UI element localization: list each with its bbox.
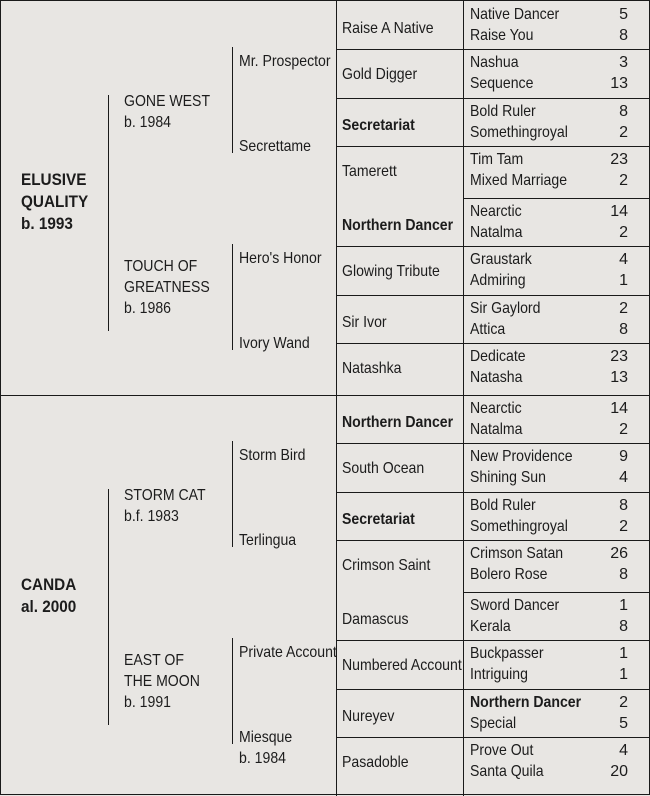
horse-1-sire-dam-dam-box-divider <box>463 146 650 147</box>
horse-1-dam-dam-sire-parent-2-num: 8 <box>619 320 628 338</box>
horse-1-sire-dam-name: Secrettame <box>239 137 311 155</box>
horse-1-dam-sire-sire-parent-2-name: Natalma <box>470 224 523 241</box>
horse-2-sire-sire-dam-parent-1-num: 9 <box>619 448 628 466</box>
horse-1-sire-dam-dam-divider <box>336 146 463 147</box>
horse-1-sire-name-line-1: b. 1984 <box>124 114 171 131</box>
horse-1-dam-dam-sire-parent-1-name: Sir Gaylord <box>470 299 541 317</box>
horse-2-dam-sire-dam-parent-1-num: 1 <box>619 645 628 663</box>
horse-2-bracket <box>108 489 109 725</box>
horse-divider <box>1 395 650 396</box>
horse-1-dam-sire-sire-name: Northern Dancer <box>342 217 454 234</box>
horse-2-dam-sire-name: Private Account <box>239 644 337 661</box>
horse-2-dam-sire-dam-parent-2-name: Intriguing <box>470 666 528 684</box>
horse-1-name-line-1: QUALITY <box>21 192 89 211</box>
horse-2-sire-dam-dam-parent-1-num: 26 <box>610 544 628 562</box>
horse-2-dam-sire-dam-box-divider <box>463 640 650 641</box>
horse-2-sire-sire-name: Storm Bird <box>239 447 306 464</box>
horse-2-dam-sire-sire-parent-2-name: Kerala <box>470 618 511 635</box>
horse-1-sire-dam-sire-box-divider <box>463 98 650 99</box>
horse-2-sire-sire-sire-parent-1-name: Nearctic <box>470 400 522 417</box>
horse-2-sire-sire-dam-divider <box>336 443 463 444</box>
horse-1-sire-dam-dam-name: Tamerett <box>342 162 397 180</box>
horse-1-dam-dam-dam-parent-1-name: Dedicate <box>470 347 526 365</box>
horse-2-sire-name-line-1: b.f. 1983 <box>124 508 179 525</box>
horse-2-dam-dam-dam-box-divider <box>463 737 650 738</box>
horse-1-dam-bracket <box>232 244 233 350</box>
horse-1-dam-sire-dam-parent-1-num: 4 <box>619 251 628 269</box>
horse-1-sire-bracket <box>232 47 233 153</box>
horse-1-dam-sire-sire-parent-2-num: 2 <box>619 224 628 241</box>
horse-1-sire-dam-dam-parent-1-num: 23 <box>610 150 628 168</box>
horse-2-dam-name-line-0: EAST OF <box>124 652 184 669</box>
horse-2-sire-sire-dam-parent-2-name: Shining Sun <box>470 469 546 487</box>
horse-2-name-line-0: CANDA <box>21 575 77 594</box>
horse-1-sire-dam-sire-parent-2-name: Somethingroyal <box>470 123 568 141</box>
horse-2-sire-sire-dam-box-divider <box>463 443 650 444</box>
horse-2-sire-name-line-0: STORM CAT <box>124 487 206 504</box>
horse-1-dam-sire-sire-parent-1-name: Nearctic <box>470 203 522 220</box>
horse-1-name-line-0: ELUSIVE <box>21 170 87 189</box>
horse-2-sire-sire-dam-parent-2-num: 4 <box>619 469 628 487</box>
horse-1-sire-dam-dam-parent-2-num: 2 <box>619 171 628 189</box>
horse-2-sire-dam-dam-name: Crimson Saint <box>342 556 431 574</box>
horse-2-dam-sire-sire-parent-1-num: 1 <box>619 597 628 614</box>
horse-2-sire-sire-dam-name: South Ocean <box>342 460 425 478</box>
horse-1-sire-dam-dam-parent-2-name: Mixed Marriage <box>470 171 568 189</box>
horse-2-sire-dam-dam-parent-2-num: 8 <box>619 565 628 583</box>
horse-2-name-line-1: al. 2000 <box>21 597 77 616</box>
horse-2-dam-name-line-1: THE MOON <box>124 673 200 690</box>
horse-1-sire-sire-dam-name: Gold Digger <box>342 66 418 84</box>
horse-2-dam-dam-dam-name: Pasadoble <box>342 753 409 771</box>
horse-1-dam-dam-sire-divider <box>336 295 463 296</box>
horse-2-sire-dam-sire-parent-2-num: 2 <box>619 517 628 535</box>
horse-1-dam-dam-dam-box-divider <box>463 343 650 344</box>
horse-2-sire-sire-dam-parent-1-name: New Providence <box>470 448 573 466</box>
horse-1-dam-dam-dam-name: Natashka <box>342 359 402 377</box>
horse-2-dam-dam-name: Miesque <box>239 728 293 746</box>
horse-2-sire-dam-sire-name: Secretariat <box>342 510 415 528</box>
horse-2-sire-sire-sire-parent-2-name: Natalma <box>470 421 523 438</box>
horse-2-sire-dam-sire-divider <box>336 492 463 493</box>
horse-1-sire-sire-sire-parent-1-num: 5 <box>619 6 628 23</box>
horse-2-sire-dam-dam-parent-2-name: Bolero Rose <box>470 565 548 583</box>
horse-1-dam-sire-dam-parent-2-num: 1 <box>619 272 628 290</box>
horse-2-sire-dam-sire-parent-1-name: Bold Ruler <box>470 496 536 514</box>
horse-2-dam-sire-dam-name: Numbered Account <box>342 657 462 675</box>
horse-1-dam-dam-sire-box-divider <box>463 295 650 296</box>
horse-2-dam-sire-sire-name: Damascus <box>342 611 409 628</box>
horse-1-sire-dam-sire-parent-1-name: Bold Ruler <box>470 102 536 120</box>
horse-1-dam-sire-dam-divider <box>336 246 463 247</box>
horse-1-sire-sire-sire-name: Raise A Native <box>342 20 434 37</box>
horse-1-sire-sire-dam-parent-2-name: Sequence <box>470 75 534 93</box>
horse-2-dam-sire-dam-parent-2-num: 1 <box>619 666 628 684</box>
horse-2-dam-dam-dam-parent-1-num: 4 <box>619 741 628 759</box>
horse-2-dam-dam-sire-name: Nureyev <box>342 707 395 725</box>
horse-1-sire-sire-name: Mr. Prospector <box>239 53 331 70</box>
horse-1-dam-sire-name: Hero's Honor <box>239 250 322 267</box>
horse-2-dam-dam-dam-parent-2-name: Santa Quila <box>470 762 544 780</box>
horse-2-sire-dam-dam-divider <box>336 540 463 541</box>
horse-1-sire-sire-sire-parent-1-name: Native Dancer <box>470 6 560 23</box>
horse-1-dam-dam-dam-parent-1-num: 23 <box>610 347 628 365</box>
horse-1-sire-sire-sire-parent-2-name: Raise You <box>470 27 534 44</box>
horse-2-dam-dam-sire-parent-1-num: 2 <box>619 693 628 711</box>
horse-1-name-line-2: b. 1993 <box>21 214 73 233</box>
horse-1-dam-dam-dam-parent-2-num: 13 <box>610 368 628 386</box>
horse-2-sire-dam-dam-parent-1-name: Crimson Satan <box>470 544 564 562</box>
column-divider-4 <box>336 1 337 796</box>
horse-2-dam-sire-sire-parent-2-num: 8 <box>619 618 628 635</box>
horse-1-dam-sire-sire-parent-1-num: 14 <box>610 203 628 220</box>
horse-1-dam-sire-dam-parent-1-name: Graustark <box>470 251 532 269</box>
horse-2-dam-name-line-2: b. 1991 <box>124 694 171 711</box>
horse-1-sire-sire-dam-box-divider <box>463 49 650 50</box>
horse-2-sire-dam-name: Terlingua <box>239 531 297 549</box>
horse-1-dam-name-line-0: TOUCH OF <box>124 258 198 275</box>
horse-1-dam-sire-dam-parent-2-name: Admiring <box>470 272 526 290</box>
horse-2-dam-dam-sire-parent-2-num: 5 <box>619 714 628 732</box>
horse-1-bracket <box>108 95 109 331</box>
horse-1-dam-sire-dam-name: Glowing Tribute <box>342 263 440 281</box>
horse-1-sire-sire-dam-parent-1-num: 3 <box>619 54 628 72</box>
horse-1-sire-dam-sire-divider <box>336 98 463 99</box>
horse-2-dam-sire-dam-divider <box>336 640 463 641</box>
horse-2-sire-sire-sire-name: Northern Dancer <box>342 414 454 431</box>
horse-2-sire-dam-sire-parent-1-num: 8 <box>619 496 628 514</box>
horse-1-sire-sire-dam-parent-1-name: Nashua <box>470 54 519 72</box>
horse-1-sire-dam-sire-parent-1-num: 8 <box>619 102 628 120</box>
horse-1-dam-dam-name: Ivory Wand <box>239 334 310 352</box>
horse-1-sire-dam-dam-parent-1-name: Tim Tam <box>470 150 524 168</box>
horse-1-sire-dam-sire-name: Secretariat <box>342 116 415 134</box>
horse-2-sire-dam-sire-box-divider <box>463 492 650 493</box>
column-divider-5 <box>463 1 464 796</box>
horse-2-dam-sire-sire-box-divider <box>463 592 650 593</box>
horse-2-sire-dam-dam-box-divider <box>463 540 650 541</box>
horse-2-dam-dam-sire-box-divider <box>463 689 650 690</box>
horse-2-sire-sire-sire-parent-1-num: 14 <box>610 400 628 417</box>
horse-1-dam-sire-dam-box-divider <box>463 246 650 247</box>
horse-2-dam-dam-dam-divider <box>336 737 463 738</box>
horse-2-dam-sire-dam-parent-1-name: Buckpasser <box>470 645 544 663</box>
horse-1-sire-name-line-0: GONE WEST <box>124 93 211 110</box>
horse-2-sire-sire-sire-parent-2-num: 2 <box>619 421 628 438</box>
horse-1-dam-dam-sire-parent-1-num: 2 <box>619 299 628 317</box>
horse-2-dam-dam-sub: b. 1984 <box>239 749 286 767</box>
horse-1-dam-name-line-2: b. 1986 <box>124 300 171 317</box>
horse-2-dam-dam-dam-parent-1-name: Prove Out <box>470 741 534 759</box>
horse-2-dam-dam-sire-parent-1-name: Northern Dancer <box>470 693 582 711</box>
horse-1-sire-sire-sire-parent-2-num: 8 <box>619 27 628 44</box>
horse-2-dam-sire-sire-parent-1-name: Sword Dancer <box>470 597 560 614</box>
horse-1-dam-dam-sire-parent-2-name: Attica <box>470 320 506 338</box>
horse-2-dam-dam-dam-parent-2-num: 20 <box>610 762 628 780</box>
horse-1-dam-dam-dam-parent-2-name: Natasha <box>470 368 523 386</box>
horse-2-sire-dam-sire-parent-2-name: Somethingroyal <box>470 517 568 535</box>
horse-2-dam-bracket <box>232 638 233 744</box>
horse-2-sire-bracket <box>232 441 233 547</box>
horse-1-dam-dam-sire-name: Sir Ivor <box>342 313 387 331</box>
horse-1-dam-dam-dam-divider <box>336 343 463 344</box>
horse-1-dam-sire-sire-box-divider <box>463 198 650 199</box>
horse-2-dam-dam-sire-divider <box>336 689 463 690</box>
horse-1-dam-name-line-1: GREATNESS <box>124 279 210 296</box>
horse-2-dam-dam-sire-parent-2-name: Special <box>470 714 517 732</box>
horse-1-sire-sire-dam-divider <box>336 49 463 50</box>
horse-1-sire-dam-sire-parent-2-num: 2 <box>619 123 628 141</box>
horse-1-sire-sire-dam-parent-2-num: 13 <box>610 75 628 93</box>
